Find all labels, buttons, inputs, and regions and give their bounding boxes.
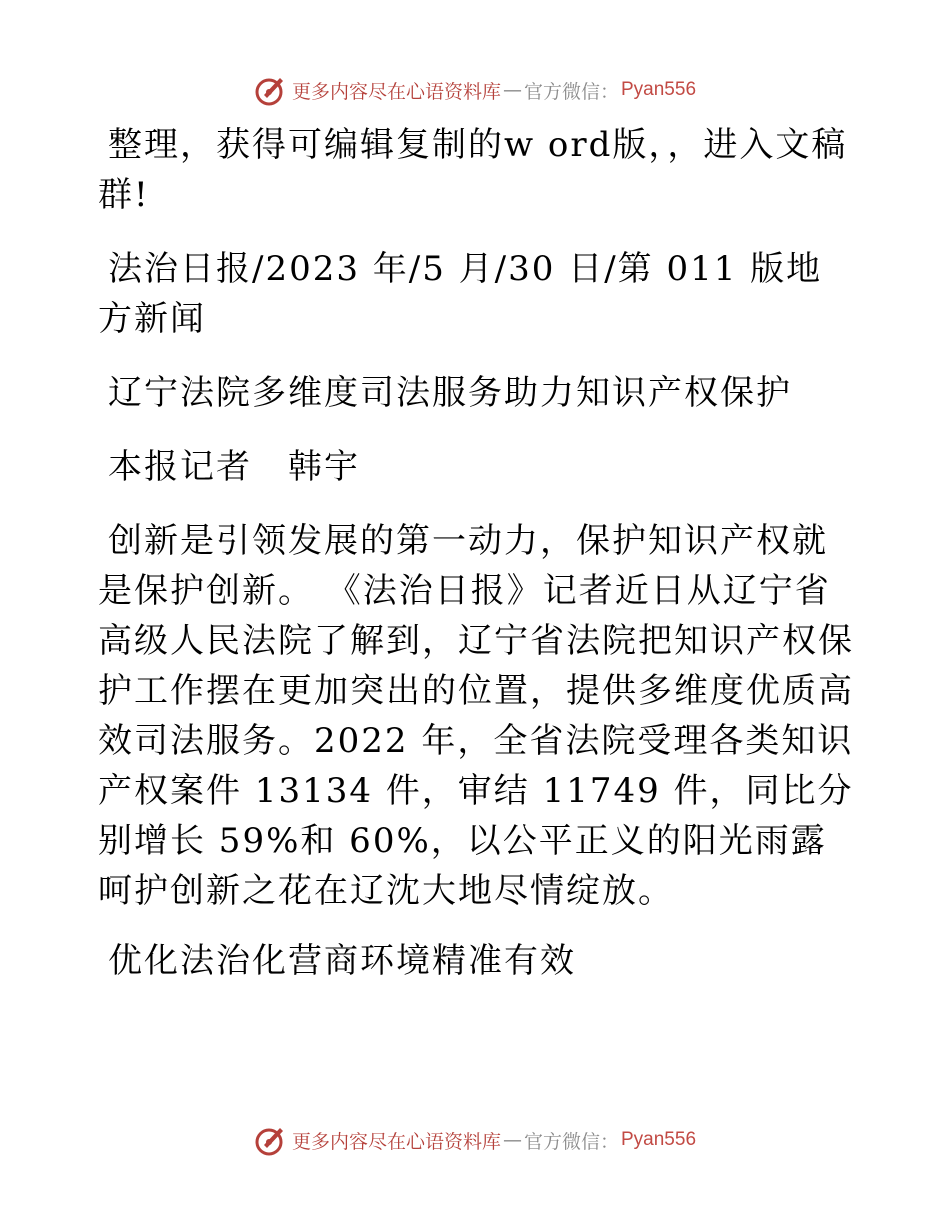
watermark-wechat-label: 官方微信：: [523, 1130, 619, 1153]
footer-watermark: [0, 1120, 950, 1160]
watermark-dash: —: [502, 79, 522, 101]
intro-note: 整理，获得可编辑复制的w ord版，，进入文稿群!: [98, 125, 848, 215]
watermark-wechat-id: Pyan556: [621, 79, 697, 100]
body-paragraph: 创新是引领发展的第一动力，保护知识产权就是保护创新。 《法治日报》记者近日从辽宁省高级人民法院了解到，辽宁省法院把知识产权保护工作摆在更加突出的位置，提供多维度优质高效司法服务。2022 年，全省法院受理各类知识产权案件 13134 件，审结 11749 件，同比分别增长 59%和 60%，以公平正义的阳光雨露呵护创新之花在辽沈大地尽情绽放。: [98, 521, 854, 911]
watermark-wechat-label: 官方微信：: [523, 80, 619, 103]
article-title: 辽宁法院多维度司法服务助力知识产权保护: [108, 373, 792, 413]
quill-seal-icon: [254, 73, 288, 107]
section-heading: 优化法治化营商环境精准有效: [108, 941, 576, 981]
watermark-main-text: 更多内容尽在心语资料库: [291, 80, 501, 103]
quill-seal-icon: [254, 1123, 288, 1157]
source-line: 法治日报/2023 年/5 月/30 日/第 011 版地方新闻: [98, 249, 823, 339]
document-body: [98, 120, 858, 1010]
byline: 本报记者 韩宇: [108, 447, 360, 487]
watermark-wechat-id: Pyan556: [621, 1129, 697, 1150]
watermark-dash: —: [502, 1129, 522, 1151]
watermark-main-text: 更多内容尽在心语资料库: [291, 1130, 501, 1153]
header-watermark: [0, 70, 950, 110]
